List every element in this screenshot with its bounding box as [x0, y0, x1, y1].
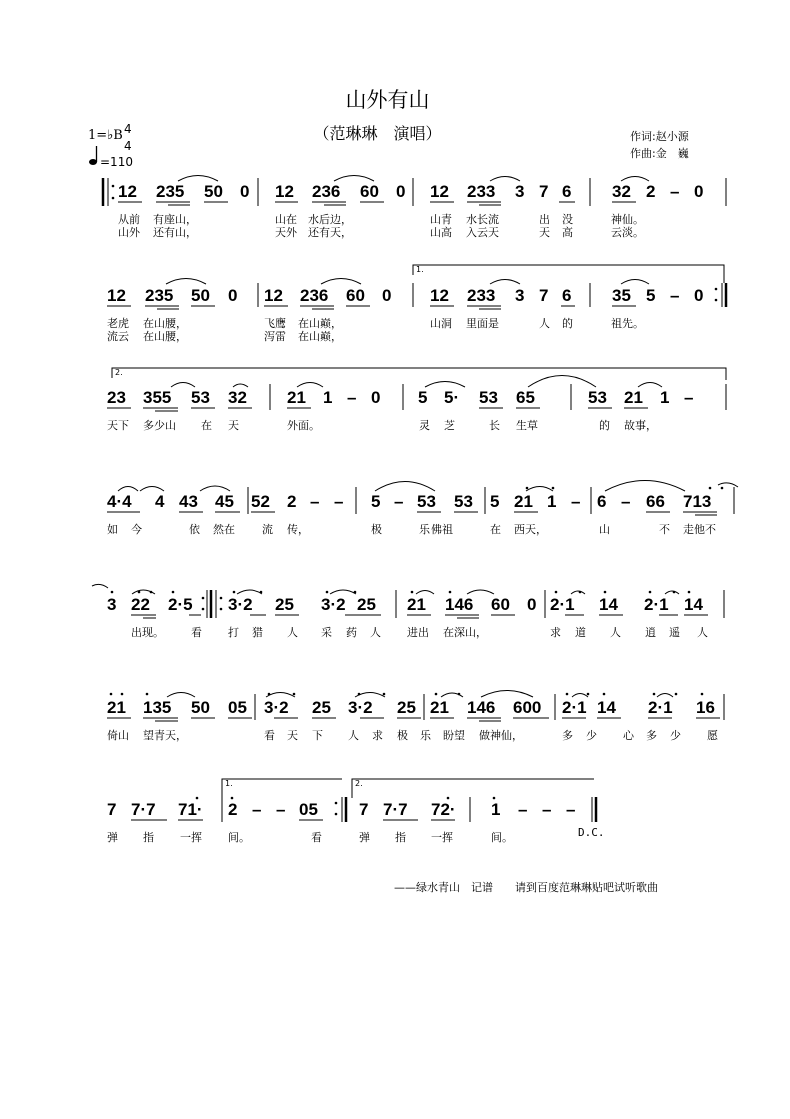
lyric: 山外 [118, 226, 140, 239]
note: 2·5 [168, 595, 193, 614]
note: 50 [191, 698, 210, 717]
lyric: 求 [550, 626, 561, 639]
note: – [276, 800, 286, 819]
note: 6 [562, 182, 572, 201]
lyric: 极 [397, 729, 408, 742]
note: 233 [467, 286, 496, 305]
note: 50 [191, 286, 210, 305]
lyric: 多少山 [143, 419, 176, 432]
note: 3 [515, 182, 525, 201]
note: 0 [371, 388, 381, 407]
lyric: 今 [131, 523, 142, 536]
lyric: 灵 [419, 419, 430, 432]
note: 235 [145, 286, 174, 305]
note: 3 [107, 595, 117, 614]
lyric: 做神仙， [479, 729, 523, 742]
lyric: 天下 [107, 419, 129, 432]
lyric: 祖先。 [611, 317, 644, 330]
lyric: 乐 [419, 523, 430, 536]
note: 7·7 [383, 800, 408, 819]
lyric: 间。 [491, 831, 513, 844]
lyric: 一挥 [180, 831, 202, 844]
lyric: 逍 [645, 626, 656, 639]
lyric: 多 [646, 729, 657, 742]
note: 7·7 [131, 800, 156, 819]
lyric: 水后边， [308, 213, 352, 226]
note: – [542, 800, 552, 819]
lyric: 外面。 [287, 419, 320, 432]
lyric: 老虎 [107, 317, 129, 330]
note: 14 [684, 595, 703, 614]
note: 0 [694, 182, 704, 201]
note: – [566, 800, 576, 819]
lyric: 在深山， [443, 626, 487, 639]
note: 12 [118, 182, 137, 201]
note: – [334, 492, 344, 511]
note: 0 [228, 286, 238, 305]
note: 21 [287, 388, 306, 407]
note: 22 [131, 595, 150, 614]
note: – [670, 286, 680, 305]
note: 3·2 [228, 595, 253, 614]
note: 12 [107, 286, 126, 305]
lyric: 间。 [228, 831, 250, 844]
lyric: 佛祖 [431, 523, 453, 536]
lyric: 指 [395, 831, 406, 844]
note: – [684, 388, 694, 407]
note: 5· [444, 388, 460, 407]
note: 0 [240, 182, 250, 201]
volta-label: 2. [355, 779, 363, 788]
note: 45 [215, 492, 234, 511]
lyric: 弹 [107, 831, 118, 844]
note: 53 [454, 492, 473, 511]
lyric: 天 [539, 226, 550, 239]
lyric: 出 [539, 213, 550, 226]
lyric: 长 [489, 419, 500, 432]
note: 25 [312, 698, 331, 717]
lyric: 乐 [420, 729, 431, 742]
lyric: 山青 [430, 213, 452, 226]
note: 0 [396, 182, 406, 201]
note: 7 [359, 800, 369, 819]
note: 5 [371, 492, 381, 511]
note: 35 [612, 286, 631, 305]
lyric: 愿 [707, 729, 718, 742]
lyric: 生草 [516, 419, 538, 432]
note: 5 [490, 492, 500, 511]
note: 32 [228, 388, 247, 407]
lyric: 少 [586, 729, 597, 742]
note: 235 [156, 182, 185, 201]
lyric: 还有山， [153, 226, 197, 239]
note: 236 [300, 286, 329, 305]
lyric: 山高 [430, 226, 452, 239]
note: 2·1 [562, 698, 587, 717]
lyric: 在 [201, 419, 212, 432]
note: – [571, 492, 581, 511]
note: 7 [539, 182, 549, 201]
lyric: 在 [490, 523, 501, 536]
note: 1 [547, 492, 557, 511]
lyric: 不 [659, 523, 670, 536]
note: 21 [514, 492, 533, 511]
note: 14 [599, 595, 618, 614]
note: 14 [597, 698, 616, 717]
lyric: 多 [562, 729, 573, 742]
note: 60 [491, 595, 510, 614]
lyric: 猎 [252, 626, 263, 639]
note: 21 [624, 388, 643, 407]
lyric: 人 [697, 626, 708, 639]
note: 25 [357, 595, 376, 614]
lyric: 依 [189, 523, 200, 536]
lyric: 然在 [213, 523, 235, 536]
lyric: 在山巅， [298, 330, 342, 343]
note: – [621, 492, 631, 511]
lyric: 求 [372, 729, 383, 742]
note: 2 [646, 182, 656, 201]
note: 7 [107, 800, 117, 819]
note: 50 [204, 182, 223, 201]
note: – [310, 492, 320, 511]
note: 53 [588, 388, 607, 407]
note: 25 [275, 595, 294, 614]
lyric: 走他不 [683, 523, 716, 536]
note: 1 [323, 388, 333, 407]
lyric: 神仙。 [611, 213, 644, 226]
song-title: 山外有山 [345, 88, 430, 112]
lyric: 故事， [624, 419, 657, 432]
note: 4·4 [107, 492, 132, 511]
note: – [252, 800, 262, 819]
note: 236 [312, 182, 341, 201]
lyric: 在山腰， [143, 317, 187, 330]
lyric: 采 [321, 626, 332, 639]
lyric: 看 [311, 831, 322, 844]
lyric: 下 [312, 729, 323, 742]
lyric: 人 [348, 729, 359, 742]
volta-label: 1. [416, 265, 424, 274]
note: 60 [346, 286, 365, 305]
note: 65 [516, 388, 535, 407]
lyric: 流云 [107, 330, 129, 343]
lyric: 弹 [359, 831, 370, 844]
lyricist-credit: 作词:赵小源 [630, 130, 689, 143]
lyric: 水长流 [466, 213, 499, 226]
lyric: 遥 [669, 626, 680, 639]
note: 3·2 [321, 595, 346, 614]
note: 135 [143, 698, 172, 717]
lyric: 药 [346, 626, 357, 639]
lyric: 山洞 [430, 317, 452, 330]
note: 21 [407, 595, 426, 614]
lyric: 西天， [514, 523, 547, 536]
note: 713 [683, 492, 712, 511]
note: 72· [431, 800, 456, 819]
lyric: 没 [562, 213, 573, 226]
note: 12 [430, 182, 449, 201]
note: 25 [397, 698, 416, 717]
lyric: 天外 [275, 226, 297, 239]
note: 6 [597, 492, 607, 511]
lyric: 出现。 [131, 626, 164, 639]
note: 12 [275, 182, 294, 201]
lyric: 道 [575, 626, 586, 639]
lyric: 山在 [275, 213, 297, 226]
lyric: 山 [599, 523, 610, 536]
note: 0 [527, 595, 537, 614]
note: 2·1 [550, 595, 575, 614]
note: 60 [360, 182, 379, 201]
lyric: 传， [287, 523, 309, 536]
lyric: 里面是 [466, 317, 499, 330]
lyric: 极 [371, 523, 382, 536]
lyric: 泻雷 [264, 330, 286, 343]
note: – [670, 182, 680, 201]
note: 52 [251, 492, 270, 511]
note: 3·2 [348, 698, 373, 717]
lyric: 天 [228, 419, 239, 432]
note: 12 [264, 286, 283, 305]
note: – [518, 800, 528, 819]
lyric: 高 [562, 226, 573, 239]
lyric: 望青天， [143, 729, 187, 742]
lyric: 在山巅， [298, 317, 342, 330]
note: – [394, 492, 404, 511]
lyric: 飞鹰 [264, 317, 286, 330]
lyric: 的 [562, 317, 573, 330]
note: 05 [228, 698, 247, 717]
lyric: 有座山， [153, 213, 197, 226]
tempo-marking: =110 [100, 155, 133, 169]
note: 6 [562, 286, 572, 305]
time-signature-bottom: 4 [124, 139, 132, 153]
composer-credit: 作曲:金 巍 [630, 147, 689, 160]
lyric: 打 [228, 626, 239, 639]
lyric: 看 [264, 729, 275, 742]
key-signature: 1=♭B [88, 128, 123, 143]
note: 2 [287, 492, 297, 511]
lyric: 从前 [118, 213, 140, 226]
note: 43 [179, 492, 198, 511]
note: 53 [479, 388, 498, 407]
footer-note: ——绿水青山 记谱 请到百度范琳琳贴吧试听歌曲 [394, 881, 658, 894]
note: 05 [299, 800, 318, 819]
note: 53 [417, 492, 436, 511]
note: 146 [467, 698, 496, 717]
note: 355 [143, 388, 172, 407]
note: 5 [418, 388, 428, 407]
lyric: 天 [287, 729, 298, 742]
lyric: 在山腰， [143, 330, 187, 343]
note: – [347, 388, 357, 407]
note: 2·1 [644, 595, 669, 614]
note: 600 [513, 698, 542, 717]
note: 71· [178, 800, 203, 819]
note: 2·1 [648, 698, 673, 717]
lyric: 流 [262, 523, 273, 536]
note: 0 [694, 286, 704, 305]
lyric: 人 [287, 626, 298, 639]
note: 23 [107, 388, 126, 407]
lyric: 人 [539, 317, 550, 330]
note: 3 [515, 286, 525, 305]
lyric: 云淡。 [611, 226, 644, 239]
note: 5 [646, 286, 656, 305]
lyric: 指 [143, 831, 154, 844]
lyric: 倚山 [107, 729, 129, 742]
note: 32 [612, 182, 631, 201]
time-signature-top: 4 [124, 122, 132, 136]
lyric: 盼望 [443, 729, 465, 742]
note: 146 [445, 595, 474, 614]
lyric: 还有天， [308, 226, 352, 239]
note: 66 [646, 492, 665, 511]
note: 21 [430, 698, 449, 717]
note: 3·2 [264, 698, 289, 717]
lyric: 的 [599, 419, 610, 432]
note: 4 [155, 492, 165, 511]
note: 12 [430, 286, 449, 305]
volta-label: 1. [225, 779, 233, 788]
lyric: 如 [107, 523, 118, 536]
lyric: 人 [610, 626, 621, 639]
note: 233 [467, 182, 496, 201]
lyric: 一挥 [431, 831, 453, 844]
da-capo-marking: D.C. [578, 826, 605, 839]
performer-subtitle: （范琳琳 演唱） [313, 124, 442, 143]
note: 7 [539, 286, 549, 305]
lyric: 芝 [444, 419, 455, 432]
note: 0 [382, 286, 392, 305]
lyric: 人 [370, 626, 381, 639]
lyric: 少 [670, 729, 681, 742]
note: 1 [491, 800, 501, 819]
lyric: 入云天 [466, 226, 499, 239]
note: 16 [696, 698, 715, 717]
note: 2 [228, 800, 238, 819]
note: 1 [660, 388, 670, 407]
volta-label: 2. [115, 368, 123, 377]
note: 21 [107, 698, 126, 717]
lyric: 进出 [407, 626, 429, 639]
lyric: 心 [623, 729, 634, 742]
note: 53 [191, 388, 210, 407]
lyric: 看 [191, 626, 202, 639]
